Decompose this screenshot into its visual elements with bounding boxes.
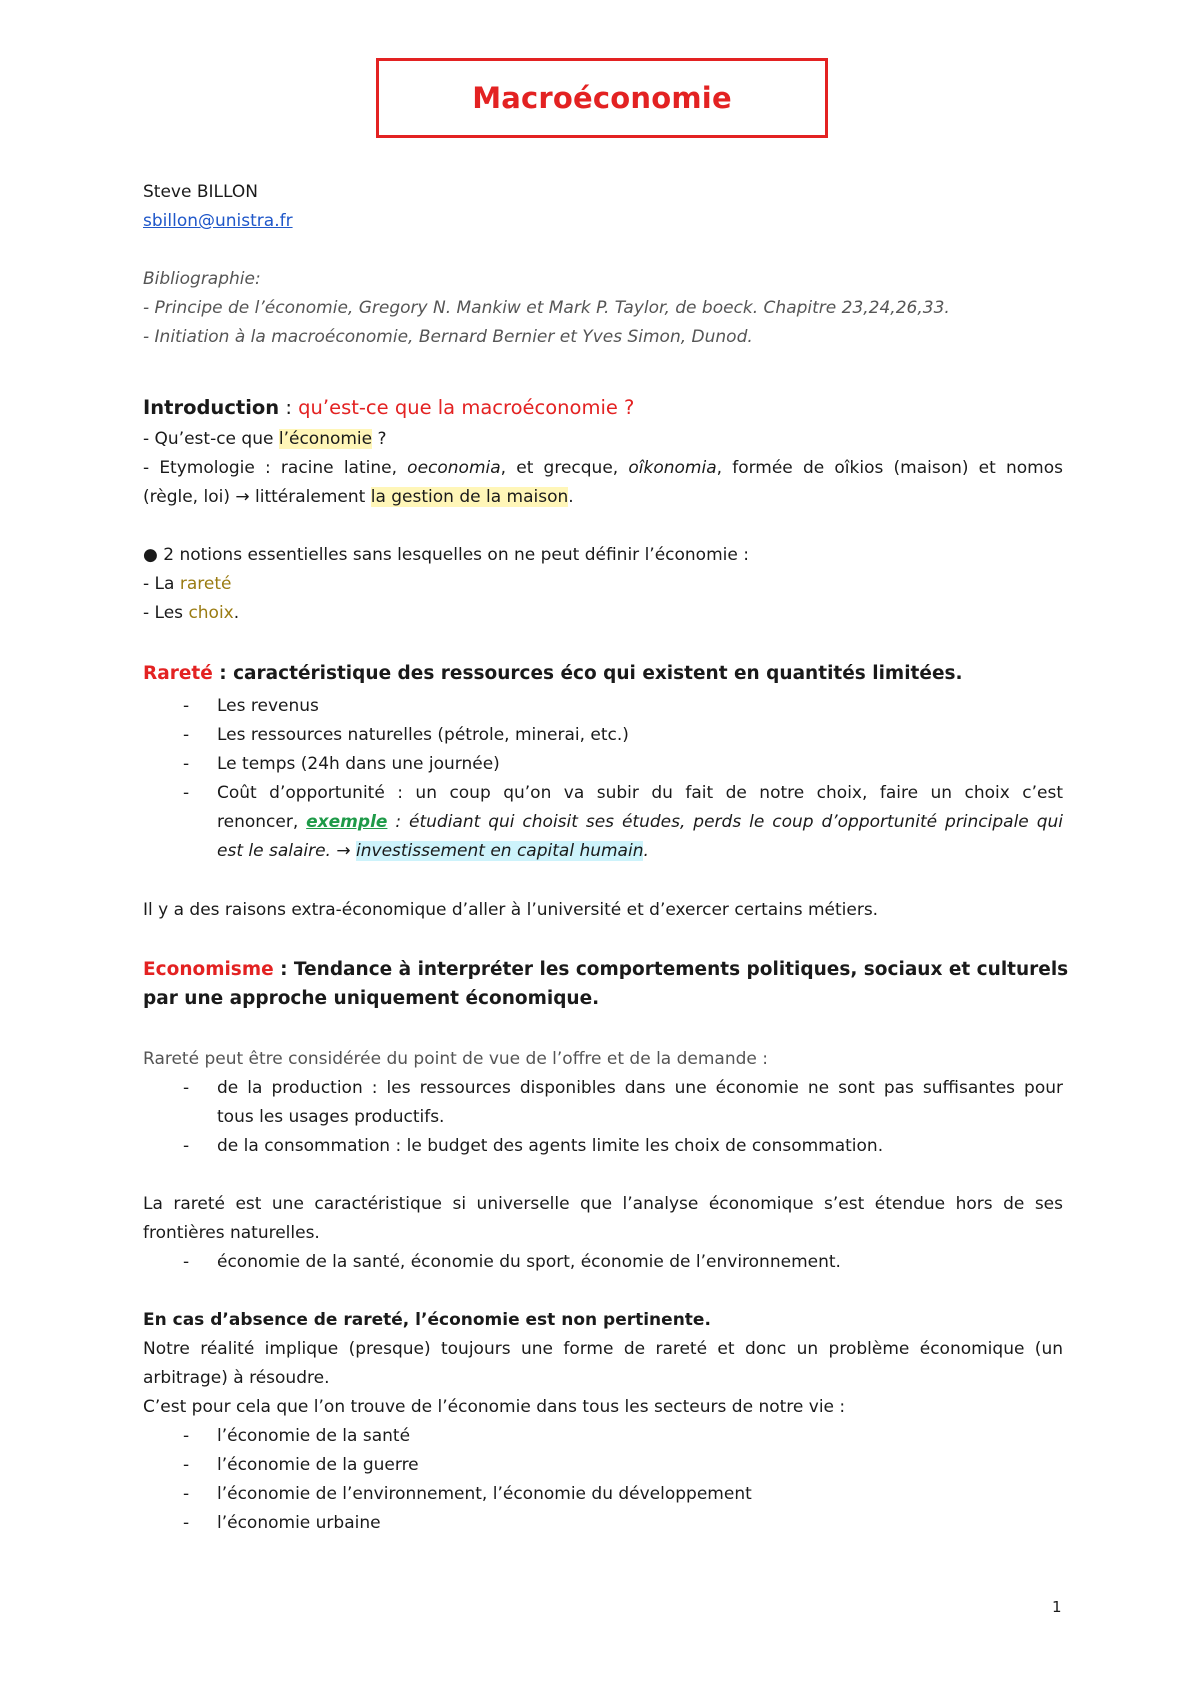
list-dash: - xyxy=(183,1513,190,1533)
list-dash: - xyxy=(183,1252,190,1272)
economisme-term: Economisme xyxy=(143,959,274,980)
etym2-post: . xyxy=(568,487,574,507)
exemple-label: exemple xyxy=(306,812,388,832)
etymology-line-2 xyxy=(143,483,1063,511)
offre-item-1-line-2: tous les usages productifs. xyxy=(217,1107,445,1127)
etym2-highlight: la gestion de la maison xyxy=(370,487,569,507)
intro-q1-highlight: l’économie xyxy=(278,429,373,449)
rarete-item-temps: Le temps (24h dans une journée) xyxy=(217,754,500,774)
bibliography-ref-2: - Initiation à la macroéconomie, Bernard Bernier et Yves Simon, Dunod. xyxy=(143,327,753,347)
intro-q1 xyxy=(143,425,1063,453)
notion-2-pre: - Les xyxy=(143,603,189,623)
bibliography-label: Bibliographie: xyxy=(143,269,261,289)
page-number: 1 xyxy=(1052,1598,1062,1616)
offre-item-2: de la consommation : le budget des agents limite les choix de consommation. xyxy=(217,1136,884,1156)
etym-post: , formée de oîkios (maison) et nomos xyxy=(716,458,1063,478)
notion-2 xyxy=(143,599,1063,627)
rarete-definition: : caractéristique des ressources éco qui existent en quantités limitées. xyxy=(212,663,963,684)
cout-line-1: Coût d’opportunité : un coup qu’on va subir du fait de notre choix, faire un choix c’est xyxy=(217,783,1063,803)
notion-1-pre: - La xyxy=(143,574,180,594)
cout-line-2-post: : étudiant qui choisit ses études, perds le coup d’opportunité principale qui xyxy=(387,812,1063,832)
bibliography-ref-1: - Principe de l’économie, Gregory N. Mankiw et Mark P. Taylor, de boeck. Chapitre 23,24,26,33. xyxy=(143,298,950,318)
cout-line-3-pre: est le salaire. → xyxy=(217,841,357,861)
absence-item-environnement: l’économie de l’environnement, l’économie du développement xyxy=(217,1484,752,1504)
universelle-line-1: La rareté est une caractéristique si universelle que l’analyse économique s’est étendue hors de ses xyxy=(143,1194,1063,1214)
list-dash: - xyxy=(183,1484,190,1504)
cout-line-3-post: . xyxy=(643,841,649,861)
offre-item-1-line-1: de la production : les ressources disponibles dans une économie ne sont pas suffisantes pour xyxy=(217,1078,1063,1098)
economisme-def-2-line xyxy=(143,984,1063,1014)
etym-pre: - Etymologie : racine latine, xyxy=(143,458,408,478)
etymology-line-1 xyxy=(143,454,1063,482)
rarete-heading xyxy=(143,659,1063,689)
list-dash: - xyxy=(183,1078,190,1098)
absence-heading: En cas d’absence de rareté, l’économie est non pertinente. xyxy=(143,1310,711,1330)
offre-intro: Rareté peut être considérée du point de vue de l’offre et de la demande : xyxy=(143,1049,769,1069)
list-dash: - xyxy=(183,696,190,716)
absence-item-sante: l’économie de la santé xyxy=(217,1426,411,1446)
list-dash: - xyxy=(183,754,190,774)
etym2-pre: (règle, loi) → littéralement xyxy=(143,487,371,507)
absence-item-guerre: l’économie de la guerre xyxy=(217,1455,419,1475)
cout-line-3 xyxy=(217,837,1063,865)
absence-line-2: arbitrage) à résoudre. xyxy=(143,1368,330,1388)
notion-2-post: . xyxy=(233,603,240,623)
universelle-line-2: frontières naturelles. xyxy=(143,1223,320,1243)
notion-1-term: rareté xyxy=(179,574,232,594)
title-box xyxy=(376,58,828,138)
universelle-item: économie de la santé, économie du sport, économie de l’environnement. xyxy=(217,1252,841,1272)
author-name: Steve BILLON xyxy=(143,182,258,202)
economisme-def-2: par une approche uniquement économique. xyxy=(143,988,600,1009)
intro-colon: : xyxy=(279,396,299,419)
cout-line-3-highlight: investissement en capital humain xyxy=(356,841,644,861)
absence-item-urbaine: l’économie urbaine xyxy=(217,1513,381,1533)
intro-heading xyxy=(143,392,1063,424)
rarete-item-ressources: Les ressources naturelles (pétrole, minerai, etc.) xyxy=(217,725,629,745)
extra-economique: Il y a des raisons extra-économique d’aller à l’université et d’exercer certains métiers. xyxy=(143,900,879,920)
absence-line-3: C’est pour cela que l’on trouve de l’économie dans tous les secteurs de notre vie : xyxy=(143,1397,846,1417)
economisme-def-1: : Tendance à interpréter les comportements politiques, sociaux et culturels xyxy=(273,959,1069,980)
cout-line-2-pre: renoncer, xyxy=(217,812,307,832)
document-title: Macroéconomie xyxy=(472,81,732,115)
author-email-link[interactable]: sbillon@unistra.fr xyxy=(143,211,293,231)
etym-mid: , et grecque, xyxy=(500,458,629,478)
list-dash: - xyxy=(183,725,190,745)
cout-line-2 xyxy=(217,808,1063,836)
intro-question: qu’est-ce que la macroéconomie ? xyxy=(298,396,635,419)
list-dash: - xyxy=(183,783,190,803)
list-dash: - xyxy=(183,1455,190,1475)
rarete-term: Rareté xyxy=(143,663,213,684)
economisme-heading xyxy=(143,955,1069,985)
rarete-item-revenus: Les revenus xyxy=(217,696,319,716)
list-dash: - xyxy=(183,1136,190,1156)
absence-line-1: Notre réalité implique (presque) toujours une forme de rareté et donc un problème économique (un xyxy=(143,1339,1063,1359)
notions-intro: ● 2 notions essentielles sans lesquelles on ne peut définir l’économie : xyxy=(143,545,749,565)
intro-label: Introduction xyxy=(143,396,280,419)
etym-latin: oeconomia xyxy=(407,458,501,478)
intro-q1-pre: - Qu’est-ce que xyxy=(143,429,279,449)
intro-q1-post: ? xyxy=(372,429,387,449)
list-dash: - xyxy=(183,1426,190,1446)
author-email-line xyxy=(143,207,1063,235)
notion-2-term: choix xyxy=(188,603,234,623)
notion-1 xyxy=(143,570,1063,598)
etym-greek: oîkonomia xyxy=(628,458,717,478)
